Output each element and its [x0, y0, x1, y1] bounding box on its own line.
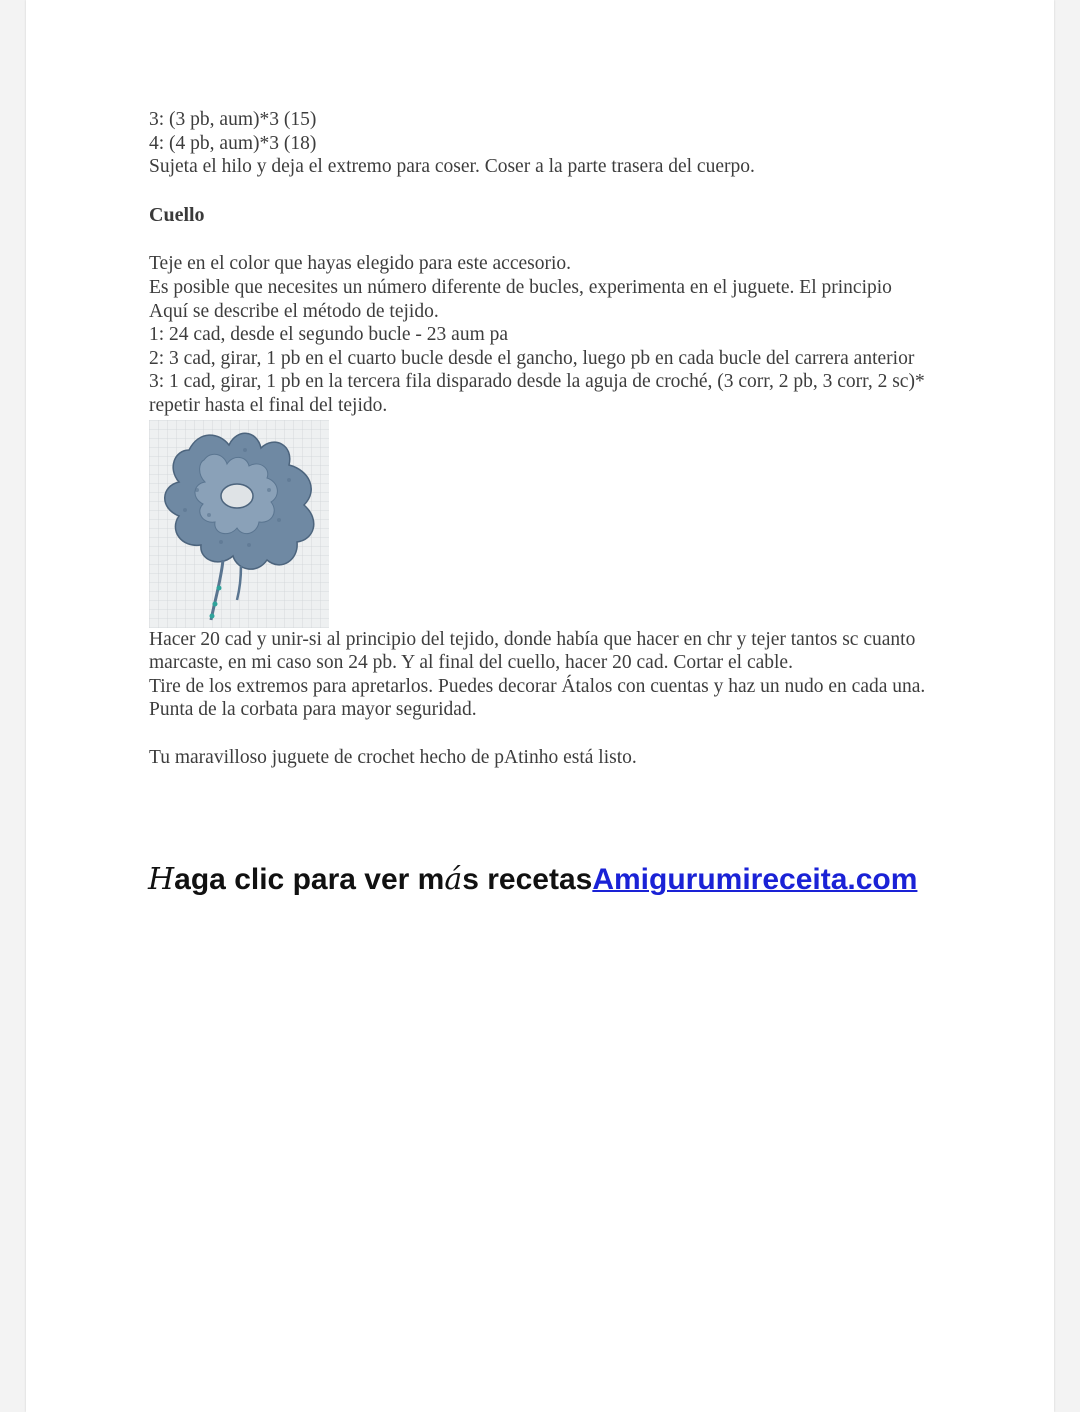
pattern-row-4: 4: (4 pb, aum)*3 (18): [149, 132, 317, 154]
collar-finish-1: Hacer 20 cad y unir-si al principio del tejido, donde había que hacer en chr y tejer tantos sc cuanto marcaste, en mi caso son 24 pb. Y al final del cuello, hacer 20 cad. Cortar el cable.: [149, 628, 916, 674]
collar-intro-2: Es posible que necesites un número diferente de bucles, experimenta en el juguete. El principio: [149, 276, 892, 298]
document-content: [149, 108, 949, 770]
more-recipes-cta: [148, 862, 917, 897]
cta-text: aga clic para ver m: [174, 863, 445, 896]
collar-finish-2: Tire de los extremos para apretarlos. Puedes decorar Átalos con cuentas y haz un nudo en cada una.: [149, 675, 926, 697]
collar-step-2: 2: 3 cad, girar, 1 pb en el cuarto bucle desde el gancho, luego pb en cada bucle del carrera anterior: [149, 347, 915, 369]
collar-finish-3: Punta de la corbata para mayor seguridad.: [149, 699, 477, 721]
document-page: [26, 0, 1054, 1412]
cta-accent: á: [444, 862, 463, 897]
crocheted-collar-photo: [149, 420, 329, 628]
collar-step-3: 3: 1 cad, girar, 1 pb en la tercera fila disparado desde la aguja de croché, (3 corr, 2 pb, 3 corr, 2 sc)* repetir hasta el final del tejido.: [149, 371, 925, 416]
collar-intro-3: Aquí se describe el método de tejido.: [149, 300, 439, 322]
collar-step-1: 1: 24 cad, desde el segundo bucle - 23 aum pa: [149, 324, 509, 346]
cta-initial: H: [148, 862, 175, 897]
pattern-row-3: 3: (3 pb, aum)*3 (15): [149, 109, 317, 130]
section-heading: Cuello: [149, 203, 205, 226]
closing-line: Tu maravilloso juguete de crochet hecho de pAtinho está listo.: [149, 746, 637, 768]
fasten-instruction: Sujeta el hilo y deja el extremo para coser. Coser a la parte trasera del cuerpo.: [149, 156, 755, 178]
amigurumi-receita-link[interactable]: Amigurumireceita.com: [592, 863, 918, 896]
cta-text-end: s recetas: [462, 863, 593, 896]
collar-intro-1: Teje en el color que hayas elegido para este accesorio.: [149, 253, 572, 275]
